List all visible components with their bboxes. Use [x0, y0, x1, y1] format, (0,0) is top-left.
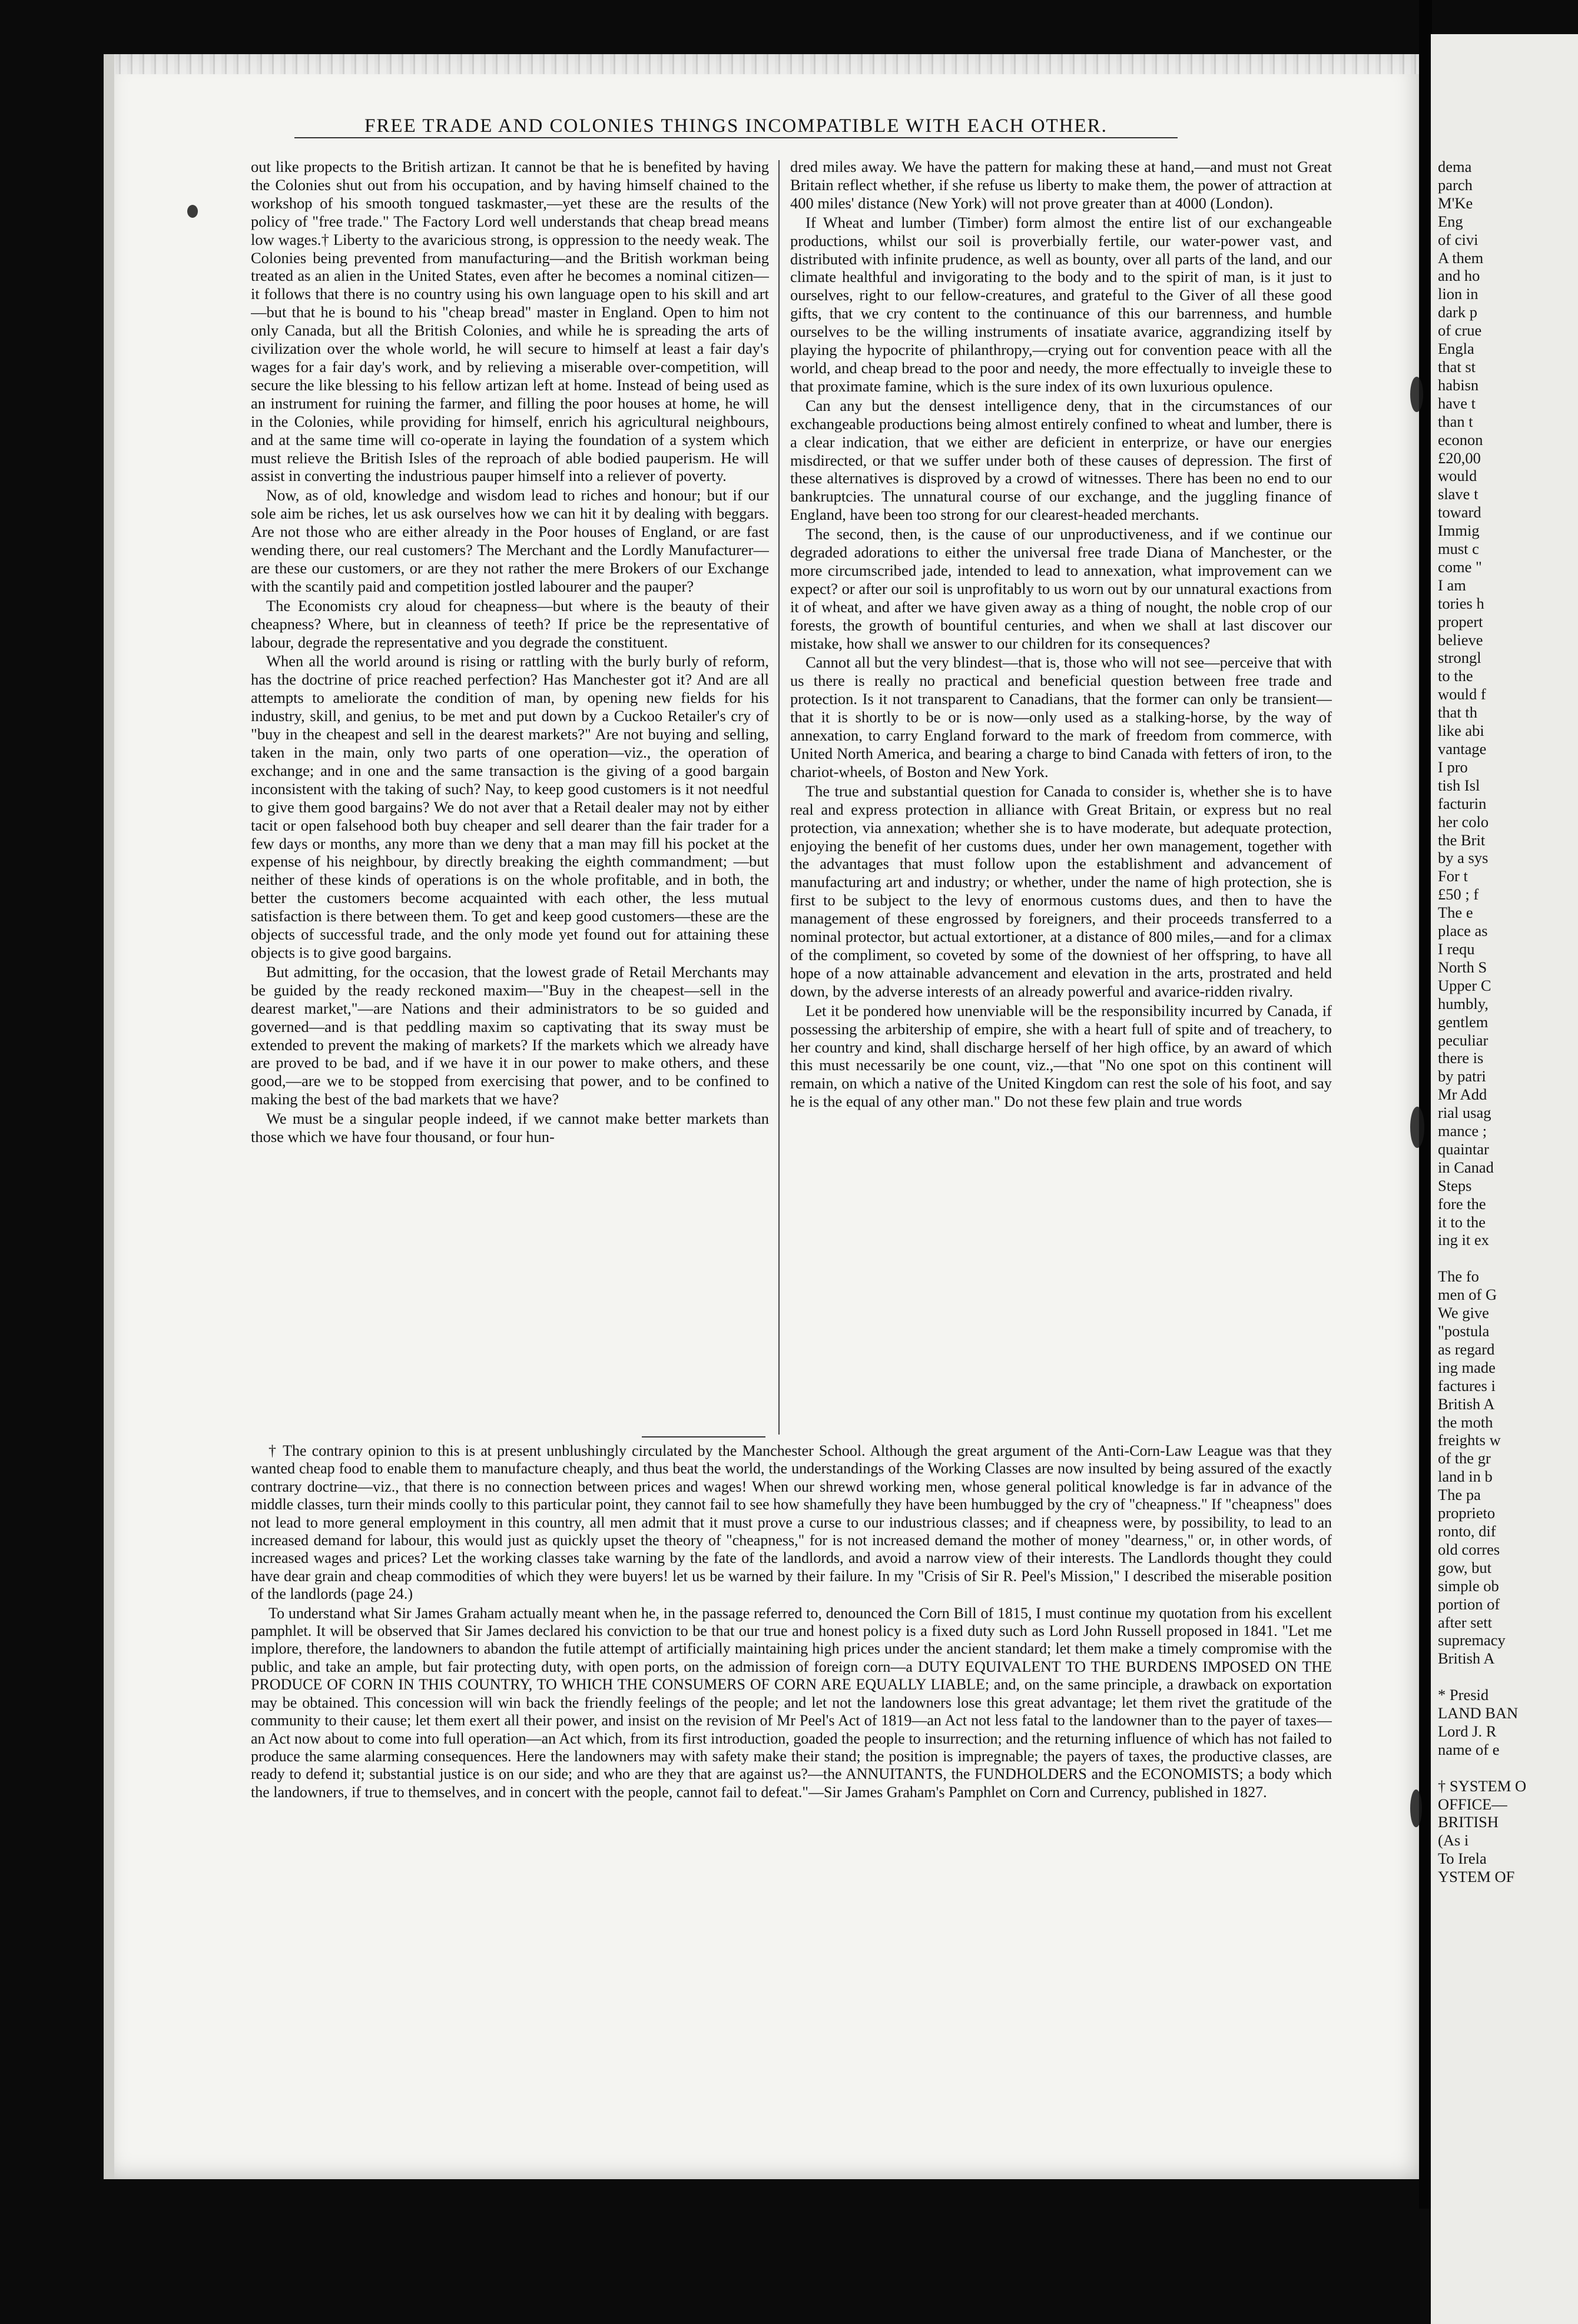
- fragment-line: of the gr: [1438, 1449, 1491, 1468]
- fragment-line: I am: [1438, 576, 1466, 594]
- fragment-line: To Irela: [1438, 1850, 1487, 1868]
- fragment-line: name of e: [1438, 1740, 1500, 1758]
- fragment-line: it to the: [1438, 1213, 1486, 1231]
- fragment-line: British A: [1438, 1395, 1495, 1413]
- fragment-line: [1431, 1249, 1578, 1267]
- left-column: [251, 158, 769, 1429]
- right-paragraph: The second, then, is the cause of our unproductiveness, and if we continue our degraded adorations to either the universal free trade Diana of Manchester, or the more circumscribed jade, intended to lead to annexation, what improvement can we expect? or after our soil is unprofitably to us worn out by our unnatural exactions from it of wheat, and after we have given away as a thing of nought, the noble crop of our forests, the growth of bountiful centuries, and when we shall at last discover our mistake, how shall we answer to our children for its consequences?: [790, 525, 1332, 652]
- fragment-line: in Canad: [1438, 1158, 1494, 1176]
- fragment-line: BRITISH: [1438, 1813, 1499, 1831]
- page-left-edge: [104, 54, 114, 2179]
- fragment-line: ronto, dif: [1438, 1522, 1496, 1540]
- right-column: [790, 158, 1332, 1429]
- fragment-line: £20,00: [1438, 449, 1481, 467]
- fragment-line: mance ;: [1438, 1122, 1487, 1140]
- column-rule: [778, 160, 780, 1435]
- fragment-line: gentlem: [1438, 1012, 1489, 1031]
- ink-blot: [1410, 1790, 1422, 1827]
- fragment-line: † SYSTEM O: [1438, 1777, 1527, 1795]
- right-paragraph: Cannot all but the very blindest—that is, those who will not see—perceive that with us there is really no practical and beneficial question between free trade and protection. Is it not transparent to Canadians, that the former can only be transient—that it is shortly to be or is now—only used as a stalking-horse, by the way of annexation, to carry England forward to the mark of freedom from commerce, with United North America, and bearing a charge to bind Canada with fetters of iron, to the chariot-wheels, of Boston and New York.: [790, 653, 1332, 781]
- fragment-line: The pa: [1438, 1486, 1481, 1504]
- fragment-line: would f: [1438, 685, 1486, 703]
- fragment-line: tish Isl: [1438, 776, 1480, 794]
- fragment-line: Steps: [1438, 1176, 1472, 1194]
- right-paragraph: Can any but the densest intelligence deny, that in the circumstances of our exchangeable productions being almost entirely confined to wheat and lumber, there is a clear indication, that we either are deficient in enterprize, or have our energies misdirected, or that we suffer under both of these causes of depression. The first of these alternatives is disproved by a crowd of witnesses. There has been no end to our bankruptcies. The unnatural course of our exchange, and the juggling finance of England, have been too strong for our clearest-headed merchants.: [790, 396, 1332, 524]
- fragment-line: must c: [1438, 540, 1479, 558]
- fragment-line: freights w: [1438, 1431, 1501, 1449]
- fragment-line: her colo: [1438, 812, 1489, 831]
- running-head: FREE TRADE AND COLONIES THINGS INCOMPATIBLE WITH EACH OTHER.: [294, 115, 1178, 138]
- right-paragraph: If Wheat and lumber (Timber) form almost the entire list of our exchangeable productions, whilst our soil is proverbially fertile, our water-power vast, and distributed with infinite prudence, as well as bounty, over all parts of the land, and our climate healthful and invigorating to the body and to the spirit of man, is it just to ourselves, right to our fellow-creatures, and grateful to the Giver of all these good gifts, that we cry content to the continuance of this our barrenness, and humble ourselves to be the willing instruments of insatiate avarice, aggrandizing itself by playing the hypocrite of philanthropy,—crying out for convention peace with all the world, and cheap bread to the poor and needy, the more effectually to inveigle these to that proximate famine, which is the sure index of its own luxurious opulence.: [790, 213, 1332, 395]
- fragment-line: YSTEM OF: [1438, 1868, 1515, 1886]
- fragment-line: the Brit: [1438, 831, 1486, 849]
- fragment-line: by patri: [1438, 1067, 1486, 1085]
- fragment-line: Mr Add: [1438, 1085, 1487, 1104]
- fragment-line: * Presid: [1438, 1686, 1489, 1704]
- fragment-line: slave t: [1438, 485, 1478, 503]
- fragment-line: I pro: [1438, 758, 1468, 776]
- fragment-line: M'Ke: [1438, 194, 1473, 212]
- fragment-line: come ": [1438, 557, 1482, 576]
- fragment-line: than t: [1438, 412, 1473, 430]
- fragment-line: factures i: [1438, 1376, 1496, 1395]
- left-paragraph: The Economists cry aloud for cheapness—but where is the beauty of their cheapness? Where, but in cleanness of teeth? If price be the representative of labour, degrade the representative and you degrade the constituent.: [251, 596, 769, 651]
- fragment-line: I requ: [1438, 939, 1475, 958]
- fragment-line: facturin: [1438, 794, 1487, 812]
- fragment-line: fore the: [1438, 1194, 1486, 1213]
- fragment-line: LAND BAN: [1438, 1704, 1519, 1722]
- ink-blot: [1410, 377, 1423, 412]
- footnote-rule: [642, 1436, 765, 1437]
- fragment-line: Eng: [1438, 212, 1463, 230]
- left-paragraph: Now, as of old, knowledge and wisdom lead to riches and honour; but if our sole aim be riches, let us ask ourselves how we can hit it by dealing with beggars. Are not those who are either already in the Poor houses of England, or are fast wending there, our real customers? The Merchant and the Lordly Manufacturer—are these our customers, or are they not rather the mere Brokers of our Exchange with the scantily paid and competition jostled labourer and the pauper?: [251, 486, 769, 595]
- fragment-line: portion of: [1438, 1595, 1500, 1613]
- fragment-line: propert: [1438, 612, 1483, 630]
- fragment-line: A them: [1438, 248, 1484, 267]
- fragment-line: dema: [1438, 158, 1472, 175]
- fragment-line: £50 ; f: [1438, 885, 1479, 904]
- fragment-line: OFFICE—: [1438, 1795, 1507, 1813]
- fragment-line: that st: [1438, 357, 1476, 376]
- left-paragraph: out like propects to the British artizan. It cannot be that he is benefited by having the Colonies shut out from his occupation, and by having himself chained to the workshop of his smooth tongued taskmaster,—yet these are the results of the policy of "free trade." The Factory Lord well understands that cheap bread means low wages.† Liberty to the avaricious strong, is oppression to the needy weak. The Colonies being prevented from manufacturing—and the British workman being treated as an alien in the United States, even after he becomes a nominal citizen—it follows that there is no country using his own language open to his skill and art—but that he is bound to his "cheap bread" master in England. Open to him not only Canada, but all the British Colonies, and while he is spreading the arts of civilization over the whole world, he will secure to himself at least a fair day's wages for a fair day's work, and by relieving a miserable over-competition, will secure the like blessing to his fellow artizan left at home. Instead of being used as an instrument for ruining the farmer, and filling the poor houses at home, he will in the Colonies, while providing for himself, enrich his agricultural neighbours, and at the same time will co-operate in laying the foundation of a system which must relieve the British Isles of the reproach of able bodied pauperism. He will assist in converting the industrious pauper himself into a reliever of poverty.: [251, 158, 769, 485]
- fragment-line: simple ob: [1438, 1576, 1499, 1595]
- fragment-line: rial usag: [1438, 1104, 1491, 1122]
- fragment-line: like abi: [1438, 722, 1484, 740]
- fragment-line: toward: [1438, 503, 1481, 522]
- fragment-line: peculiar: [1438, 1031, 1489, 1049]
- fragment-line: have t: [1438, 394, 1476, 412]
- fragment-line: econon: [1438, 430, 1483, 449]
- fragment-line: [1431, 1759, 1578, 1777]
- fragment-line: gow, but: [1438, 1558, 1492, 1576]
- ink-blot: [187, 205, 198, 218]
- fragment-line: Immig: [1438, 522, 1480, 540]
- fragment-line: The fo: [1438, 1267, 1479, 1286]
- fragment-line: old corres: [1438, 1540, 1500, 1558]
- fragment-line: North S: [1438, 958, 1487, 976]
- fragment-line: to the: [1438, 667, 1473, 685]
- fragment-line: would: [1438, 467, 1477, 485]
- fragment-line: (As i: [1438, 1831, 1469, 1850]
- fragment-line: lion in: [1438, 285, 1478, 303]
- left-paragraph: When all the world around is rising or rattling with the burly burly of reform, has the doctrine of price reached perfection? Has Manchester got it? And are all attempts to ameliorate the condition of man, by opening new fields for his industry, skill, and genius, to be met and put down by a Cuckoo Retailer's cry of "buy in the cheapest and sell in the dearest markets?" Are not buying and selling, taken in the main, only two parts of one operation—viz., the operation of exchange; and in one and the same transaction is the giving of a good bargain inconsistent with the taking of such? Nay, to keep good customers is it not needful to give them good bargains? We do not aver that a Retail dealer may not by either tacit or open falsehood both buy cheaper and sell dearer than the fair trader for a few days or months, any more than we deny that a man may fill his pocket at the expense of his neighbour, by directly breaking the eighth commandment; —but neither of these kinds of operations is on the whole profitable, and in both, the better the customers become acquainted with each other, the less mutual satisfaction is there between them. To get and keep good customers—these are the objects of successful trade, and the only mode yet found out for attaining these objects is to give good bargains.: [251, 652, 769, 961]
- fragment-line: proprieto: [1438, 1504, 1496, 1522]
- fragment-line: men of G: [1438, 1286, 1497, 1304]
- fragment-line: British A: [1438, 1649, 1495, 1668]
- footnote: [251, 1442, 1332, 2066]
- fragment-line: habisn: [1438, 376, 1479, 394]
- fragment-line: parch: [1438, 175, 1473, 194]
- fragment-line: [1431, 1668, 1578, 1686]
- fragment-line: of crue: [1438, 321, 1482, 340]
- fragment-line: of civi: [1438, 230, 1478, 248]
- fragment-line: ing made: [1438, 1358, 1496, 1376]
- fragment-line: quaintar: [1438, 1140, 1489, 1158]
- fragment-line: dark p: [1438, 303, 1477, 321]
- fragment-line: Upper C: [1438, 976, 1491, 994]
- fragment-line: For t: [1438, 867, 1468, 885]
- left-paragraph: But admitting, for the occasion, that the lowest grade of Retail Merchants may be guided by the ready reckoned maxim—"Buy in the cheapest—sell in the dearest market,"—are Nations and their administrators to be so guided and governed—and is that peddling maxim so captivating that its sway must be extended to prevent the making of markets? If the markets which we already have are proved to be bad, and if we have it in our power to make others, and these good,—are we to be stopped from exercising that power, and to be confined to making the best of the bad markets that we have?: [251, 962, 769, 1108]
- fragment-line: We give: [1438, 1304, 1489, 1322]
- fragment-line: there is: [1438, 1049, 1484, 1067]
- fragment-line: Engla: [1438, 340, 1474, 358]
- ink-blot: [1410, 1107, 1424, 1148]
- fragment-line: after sett: [1438, 1613, 1492, 1631]
- book-gutter: [1419, 0, 1432, 2209]
- fragment-line: tories h: [1438, 594, 1484, 612]
- fragment-line: strongl: [1438, 649, 1481, 667]
- right-paragraph: Let it be pondered how unenviable will be the responsibility incurred by Canada, if possessing the arbitership of empire, she with a heart full of spite and of treachery, to her country and kind, shall discharge herself of her high office, by an award of which this must necessarily be one count, viz.,—that "No one spot on this continent will remain, on which a native of the United Kingdom can rest the sole of his foot, and say he is the equal of any other man." Do not these few plain and true words: [790, 1001, 1332, 1111]
- fragment-line: place as: [1438, 922, 1488, 940]
- fragment-line: The e: [1438, 904, 1473, 922]
- fragment-line: land in b: [1438, 1468, 1493, 1486]
- fragment-line: humbly,: [1438, 994, 1489, 1012]
- fragment-line: that th: [1438, 703, 1477, 722]
- right-paragraph: The true and substantial question for Canada to consider is, whether she is to have real and express protection in alliance with Great Britain, or express but no real protection, via annexation; whether she is to have moderate, but adequate protection, enjoying the benefit of her customs dues, under her own management, together with the advantages that must follow upon the establishment and advancement of manufacturing art and industry; or whether, under the name of high protection, she is first to be subject to the levy of enormous customs dues, and then to have the management of these engrossed by foreigners, and their proceeds transferred to a nominal protector, but actual extortioner, at a distance of 800 miles,—and for a climax of the compliment, so coveted by some of the downiest of her offspring, to have all hope of a now attainable advancement and elevation in the arts, prostrated and held down, by the adverse interests of an already powerful and avarice-ridden rivalry.: [790, 782, 1332, 1000]
- fragment-line: supremacy: [1438, 1631, 1506, 1649]
- adjacent-page-fragment: [1431, 34, 1578, 2324]
- fragment-line: "postula: [1438, 1322, 1490, 1340]
- fragment-line: vantage: [1438, 740, 1487, 758]
- fragment-line: as regard: [1438, 1340, 1495, 1358]
- left-paragraph: We must be a singular people indeed, if we cannot make better markets than those which we have four thousand, or four hun-: [251, 1110, 769, 1146]
- right-paragraph: dred miles away. We have the pattern for making these at hand,—and must not Great Britain reflect whether, if she refuse us liberty to make them, the power of attraction at 400 miles' distance (New York) will not prove greater than at 4000 (London).: [790, 158, 1332, 212]
- fragment-line: the moth: [1438, 1413, 1493, 1431]
- footnote-paragraph: † The contrary opinion to this is at present unblushingly circulated by the Manchester School. Although the great argument of the Anti-Corn-Law League was that they wanted cheap food to enable them to manufacture cheaply, and thus beat the world, the understandings of the Working Classes are now insulted by being assured of the exactly contrary doctrine—viz., that there is no connection between prices and wages! When our shrewd working men, whose general political knowledge is far in advance of the middle classes, turn their minds coolly to this particular point, they cannot fail to see how shamefully they have been humbugged by the cry of "cheapness." If "cheapness" does not lead to more general employment in this country, all men admit that it must prove a curse to our industrious classes; and if cheapness were, by possibility, to lead to an increased demand for labour, this would just as quickly upset the theory of "cheapness," for is not increased demand the mother of money "dearness," or, in other words, of increased wages and prices? Let the working classes take warning by the fate of the landlords, and avoid a narrow view of their interests. The Landlords thought they could have dear grain and cheap commodities of which they were buyers! let us be warned by their failure. In my "Crisis of Sir R. Peel's Mission," I described the miserable position of the landlords (page 24.): [251, 1442, 1332, 1603]
- page-top-edge: [104, 54, 1419, 74]
- footnote-paragraph: To understand what Sir James Graham actually meant when he, in the passage referred to, denounced the Corn Bill of 1815, I must continue my quotation from his excellent pamphlet. It will be observed that Sir James declared his conviction to be that our true and honest policy is a fixed duty such as Lord John Russell proposed in 1841. "Let me implore, therefore, the landowners to abandon the futile attempt of artificially maintaining high prices under the ancient standard; let them make a timely compromise with the public, and take an ample, but fair protecting duty, with open ports, on the admission of foreign corn—a DUTY EQUIVALENT TO THE BURDENS IMPOSED ON THE PRODUCE OF CORN IN THIS COUNTRY, TO WHICH THE CONSUMERS OF CORN ARE EQUALLY LIABLE; and, on the same principle, a drawback on exportation may be obtained. This concession will win back the friendly feelings of the people; and let not the landowners lose this great advantage; let them rivet the gratitude of the community to their cause; let them exert all their power, and insist on the revision of Mr Peel's Act of 1819—an Act not less fatal to the landowner than to the payer of taxes—an Act now about to come into full operation—an Act which, from its first introduction, goaded the people to insurrection; and the returning influence of which has not failed to produce the same alarming consequences. Here the landowners may with safety make their stand; the position is impregnable; the payers of taxes, the productive classes, are ready to defend it; substantial justice is on our side; and who are they that are against us?—the ANNUITANTS, the FUNDHOLDERS and the ECONOMISTS; a body which the landowners, if true to themselves, and in concert with the people, cannot fail to defeat."—Sir James Graham's Pamphlet on Corn and Currency, published in 1827.: [251, 1604, 1332, 1801]
- fragment-line: Lord J. R: [1438, 1722, 1497, 1740]
- fragment-line: and ho: [1438, 267, 1480, 285]
- fragment-line: by a sys: [1438, 849, 1489, 867]
- fragment-line: believe: [1438, 630, 1483, 649]
- fragment-line: ing it ex: [1438, 1231, 1489, 1249]
